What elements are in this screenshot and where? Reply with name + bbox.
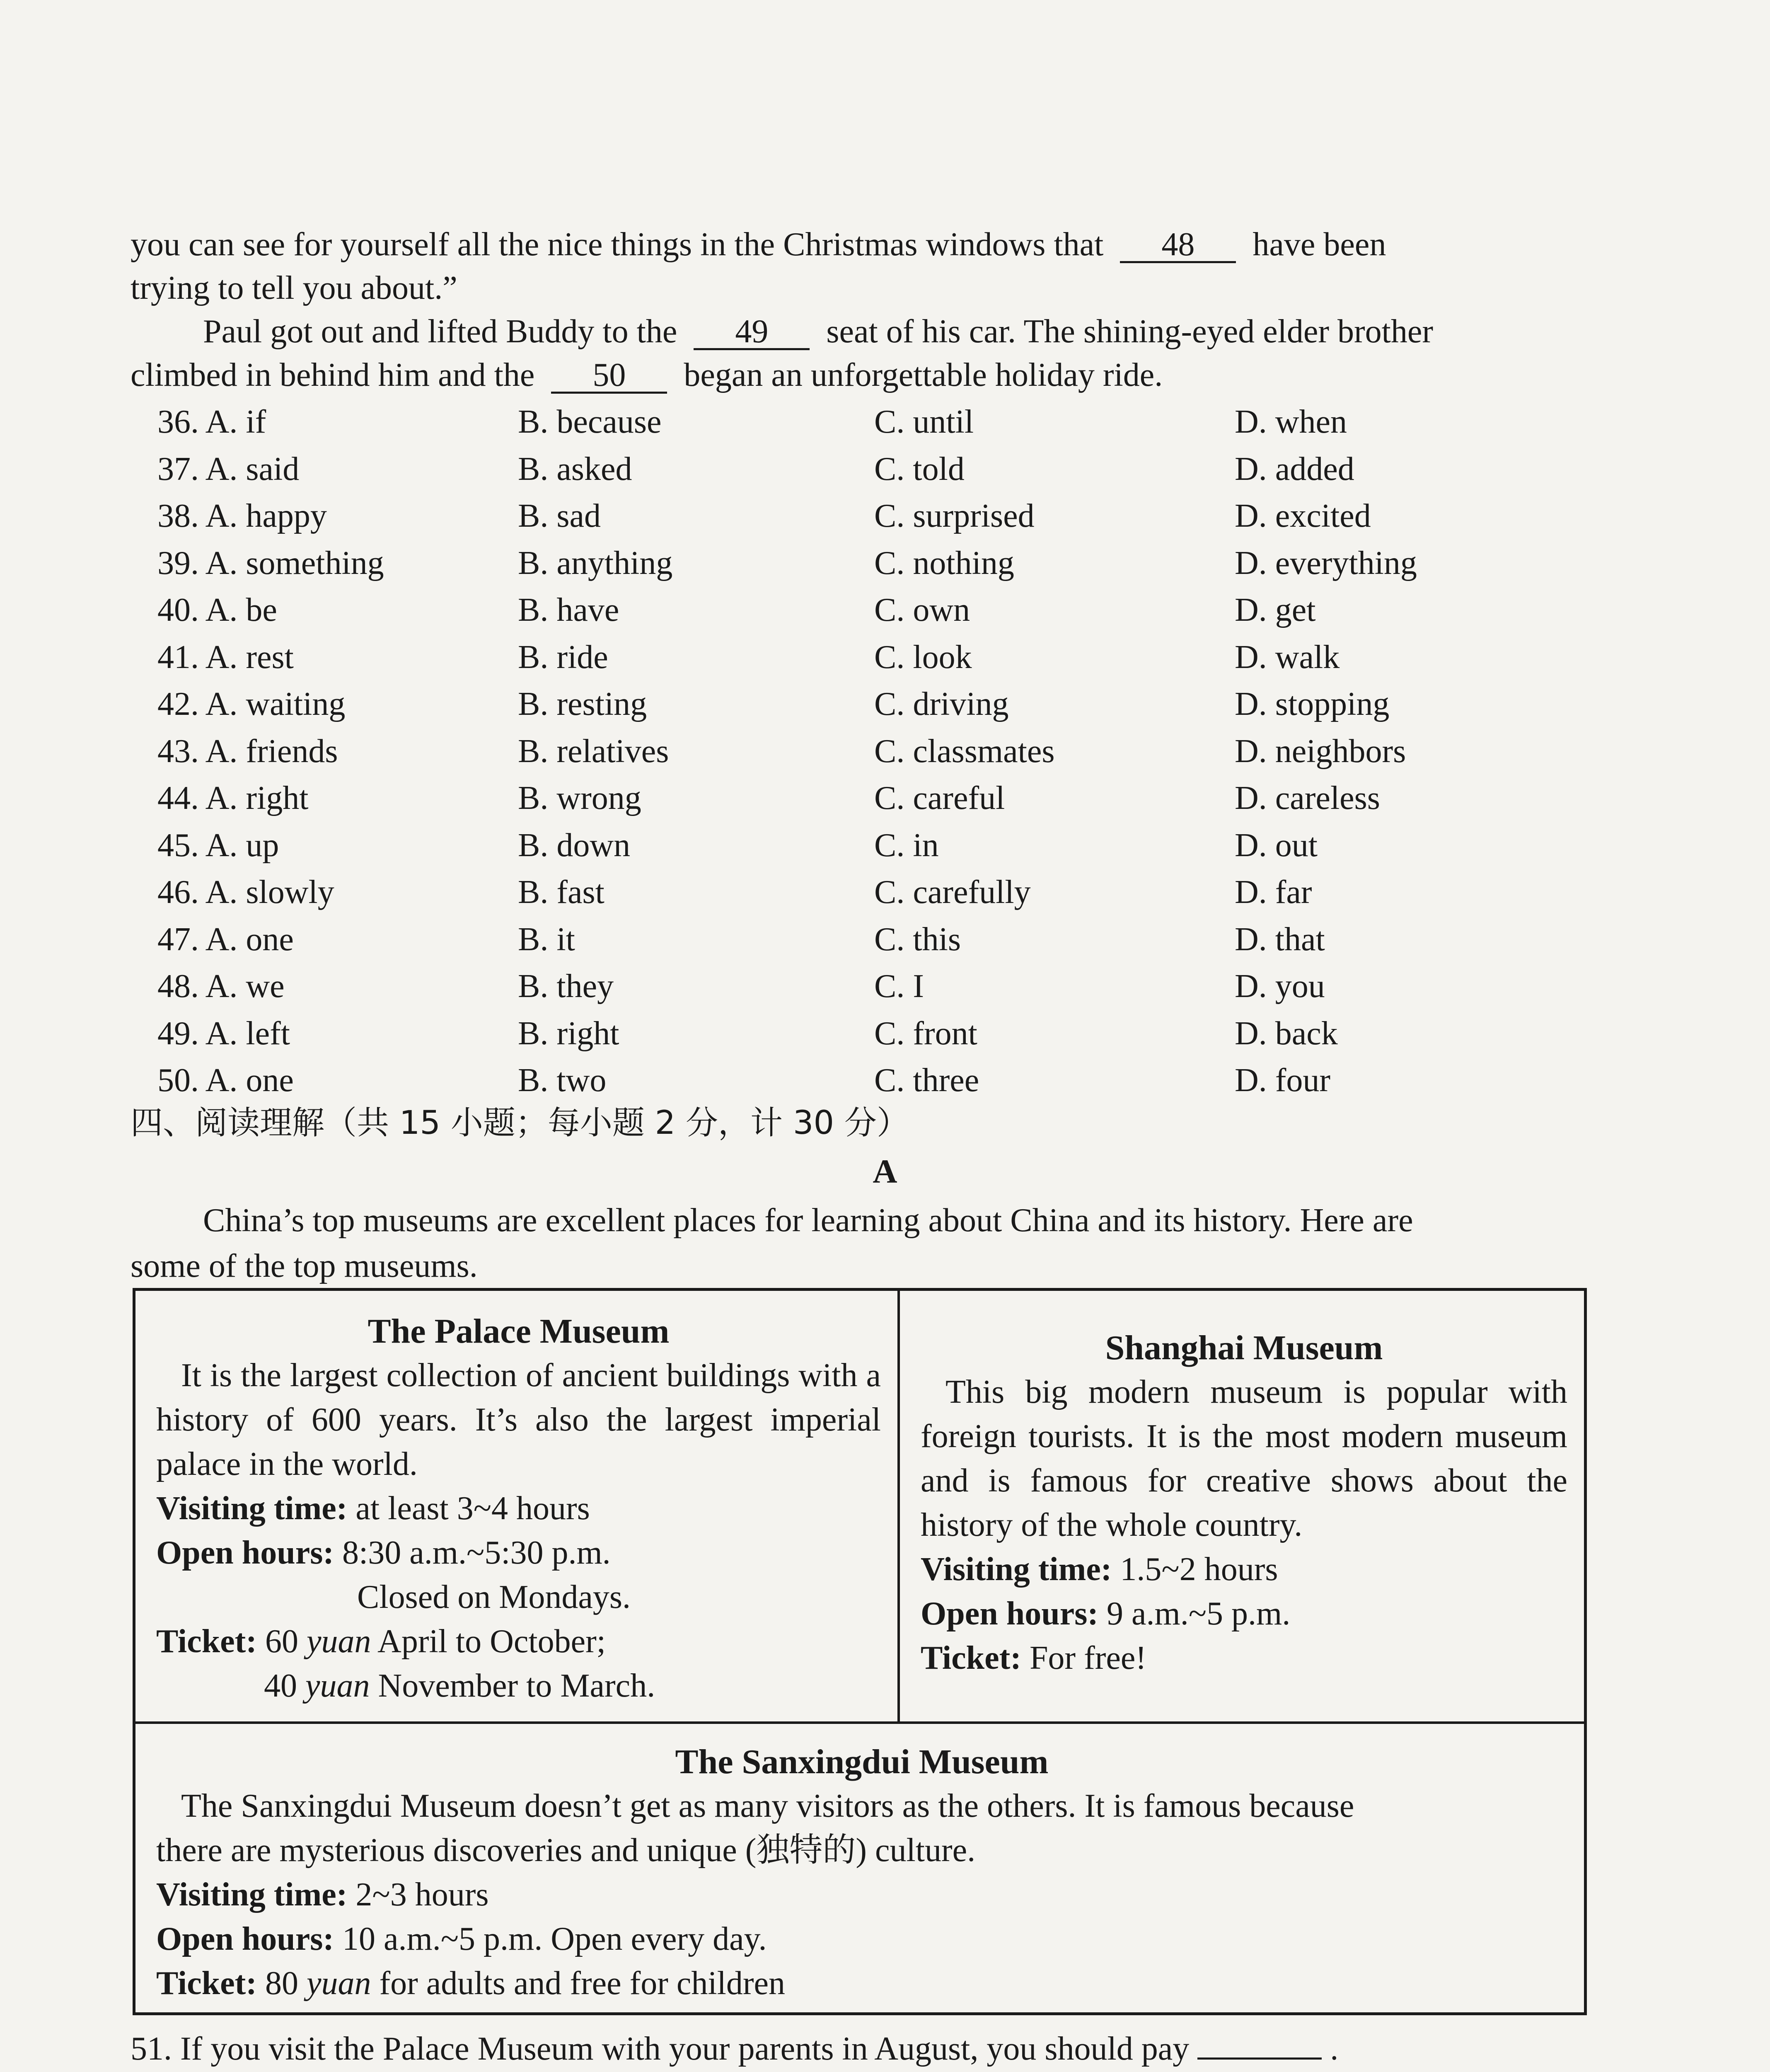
shanghai-museum-title: Shanghai Museum [1105, 1329, 1383, 1367]
label: Open hours: [156, 1921, 334, 1957]
option-a: 49. A. left [157, 1015, 290, 1052]
option-a: 44. A. right [157, 780, 309, 816]
option-c: C. until [874, 404, 974, 440]
option-a: 41. A. rest [157, 639, 294, 675]
label: Open hours: [156, 1535, 334, 1571]
option-b: B. resting [518, 686, 647, 722]
option-c: C. careful [874, 780, 1005, 816]
shanghai-museum-desc: This big modern museum is popular with foreign tourists. It is the most modern museum and is famous for creative shows about the history of the whole country. [921, 1374, 1567, 1543]
option-b: B. anything [518, 545, 673, 581]
passage-text: have been [1253, 226, 1386, 263]
option-d: D. neighbors [1235, 733, 1406, 770]
option-d: D. everything [1235, 545, 1417, 581]
passage-text: began an unforgettable holiday ride. [684, 357, 1163, 393]
option-a: 40. A. be [157, 592, 277, 628]
museum-table [133, 1288, 1587, 2015]
passage-text: you can see for yourself all the nice things in the Christmas windows that [131, 226, 1104, 263]
option-d: D. careless [1235, 780, 1380, 816]
passage-letter: A [873, 1152, 897, 1190]
blank-50: 50 [551, 358, 667, 394]
value: 1.5~2 hours [1112, 1551, 1278, 1588]
option-d: D. walk [1235, 639, 1340, 675]
option-d: D. out [1235, 827, 1318, 864]
option-b: B. have [518, 592, 619, 628]
option-b: B. it [518, 921, 575, 958]
value: 9 a.m.~5 p.m. [1098, 1595, 1291, 1632]
passage-intro-2: some of the top museums. [131, 1248, 478, 1284]
option-c: C. surprised [874, 498, 1035, 534]
palace-ticket [156, 1619, 881, 1664]
value: 40 [264, 1668, 305, 1704]
cloze-option-row [157, 775, 1566, 821]
value: at least 3~4 hours [347, 1490, 590, 1527]
option-d: D. excited [1235, 498, 1371, 534]
shanghai-ticket [921, 1636, 1567, 1680]
section-heading: 四、阅读理解（共 15 小题；每小题 2 分，计 30 分） [131, 1104, 909, 1142]
option-b: B. fast [518, 874, 605, 910]
palace-closed: Closed on Mondays. [357, 1579, 631, 1615]
cloze-option-row [157, 728, 1566, 775]
palace-ticket-2 [156, 1664, 881, 1708]
option-d: D. you [1235, 968, 1325, 1005]
palace-museum-cell [135, 1291, 900, 1724]
passage-line-4 [131, 354, 1564, 396]
cloze-option-row [157, 446, 1566, 492]
palace-visiting-time [156, 1486, 881, 1531]
sanxingdui-visiting-time [156, 1873, 1567, 1917]
option-c: C. own [874, 592, 970, 628]
value: for adults and free for children [371, 1965, 786, 2002]
passage-text: Paul got out and lifted Buddy to the [203, 313, 677, 350]
cloze-option-row [157, 540, 1566, 586]
option-a: 47. A. one [157, 921, 294, 958]
label: Open hours: [921, 1595, 1098, 1632]
label: Ticket: [156, 1623, 257, 1660]
cloze-option-row [157, 399, 1566, 445]
value: 10 a.m.~5 p.m. Open every day. [334, 1921, 767, 1957]
option-c: C. look [874, 639, 972, 675]
blank-49: 49 [694, 315, 810, 350]
option-b: B. right [518, 1015, 619, 1052]
option-b: B. wrong [518, 780, 641, 816]
sanxingdui-museum-cell [135, 1724, 1584, 2014]
option-c: C. front [874, 1015, 977, 1052]
option-c: C. nothing [874, 545, 1014, 581]
option-a: 37. A. said [157, 450, 300, 487]
sanxingdui-ticket [156, 1961, 1567, 2006]
option-b: B. asked [518, 450, 632, 487]
shanghai-visiting-time [921, 1547, 1567, 1592]
label: Visiting time: [156, 1876, 348, 1913]
value: 8:30 a.m.~5:30 p.m. [334, 1535, 611, 1571]
option-c: C. classmates [874, 733, 1055, 770]
answer-blank [1197, 2057, 1322, 2060]
option-a: 39. A. something [157, 545, 384, 581]
label: Visiting time: [921, 1551, 1112, 1588]
cloze-option-row [157, 634, 1566, 680]
option-d: D. get [1235, 592, 1316, 628]
cloze-option-row [157, 822, 1566, 869]
option-a: 36. A. if [157, 404, 266, 440]
option-d: D. far [1235, 874, 1312, 910]
option-d: D. four [1235, 1062, 1331, 1099]
label: Ticket: [921, 1640, 1021, 1676]
unit: yuan [306, 1623, 371, 1660]
option-a: 42. A. waiting [157, 686, 346, 722]
palace-museum-desc: It is the largest collection of ancient buildings with a history of 600 years. It’s also the largest imperial palace in the world. [156, 1357, 881, 1482]
palace-open-hours [156, 1531, 881, 1575]
option-c: C. three [874, 1062, 979, 1099]
palace-museum-title: The Palace Museum [368, 1312, 670, 1351]
shanghai-museum-cell [900, 1291, 1584, 1724]
cloze-option-row [157, 1010, 1566, 1057]
cloze-option-row [157, 916, 1566, 963]
option-a: 46. A. slowly [157, 874, 334, 910]
passage-line-2: trying to tell you about.” [131, 270, 457, 306]
cloze-option-row [157, 493, 1566, 539]
option-b: B. two [518, 1062, 607, 1099]
sanxingdui-open-hours [156, 1917, 1567, 1961]
option-b: B. sad [518, 498, 601, 534]
blank-48: 48 [1120, 228, 1236, 263]
cloze-option-row [157, 963, 1566, 1009]
unit: yuan [306, 1965, 371, 2002]
value: 2~3 hours [347, 1876, 489, 1913]
option-b: B. ride [518, 639, 608, 675]
option-b: B. because [518, 404, 662, 440]
option-a: 45. A. up [157, 827, 279, 864]
label: Ticket: [156, 1965, 257, 2002]
punctuation: . [1330, 2031, 1339, 2067]
option-c: C. I [874, 968, 924, 1005]
option-d: D. added [1235, 450, 1354, 487]
value: 60 [256, 1623, 307, 1660]
option-d: D. back [1235, 1015, 1338, 1052]
cloze-option-row [157, 587, 1566, 633]
option-c: C. told [874, 450, 965, 487]
unit: yuan [305, 1668, 370, 1704]
passage-intro-1: China’s top museums are excellent places for learning about China and its history. Here are [203, 1202, 1413, 1239]
option-d: D. stopping [1235, 686, 1390, 722]
option-c: C. driving [874, 686, 1009, 722]
sanxingdui-desc-2: there are mysterious discoveries and unique (独特的) culture. [156, 1832, 976, 1869]
shanghai-open-hours [921, 1592, 1567, 1636]
passage-line-1 [131, 224, 1564, 265]
passage-text: climbed in behind him and the [131, 357, 535, 393]
option-c: C. this [874, 921, 961, 958]
cloze-option-row [157, 869, 1566, 915]
value: For free! [1021, 1640, 1147, 1676]
value: 80 [256, 1965, 307, 2002]
label: Visiting time: [156, 1490, 348, 1527]
sanxingdui-museum-title: The Sanxingdui Museum [675, 1743, 1049, 1781]
option-d: D. that [1235, 921, 1325, 958]
option-a: 38. A. happy [157, 498, 327, 534]
option-c: C. carefully [874, 874, 1031, 910]
option-a: 48. A. we [157, 968, 285, 1005]
question-stem: 51. If you visit the Palace Museum with your parents in August, you should pay [131, 2031, 1190, 2067]
option-b: B. relatives [518, 733, 669, 770]
cloze-option-row [157, 1057, 1566, 1104]
option-b: B. they [518, 968, 614, 1005]
question-51 [131, 2026, 1581, 2071]
value: November to March. [370, 1668, 655, 1704]
passage-line-3 [203, 311, 1637, 352]
sanxingdui-desc-1: The Sanxingdui Museum doesn’t get as many visitors as the others. It is famous because [181, 1788, 1354, 1824]
value: April to October; [371, 1623, 606, 1660]
option-d: D. when [1235, 404, 1347, 440]
option-b: B. down [518, 827, 631, 864]
option-a: 50. A. one [157, 1062, 294, 1099]
option-c: C. in [874, 827, 939, 864]
cloze-option-row [157, 681, 1566, 727]
passage-text: seat of his car. The shining-eyed elder brother [826, 313, 1434, 350]
option-a: 43. A. friends [157, 733, 338, 770]
